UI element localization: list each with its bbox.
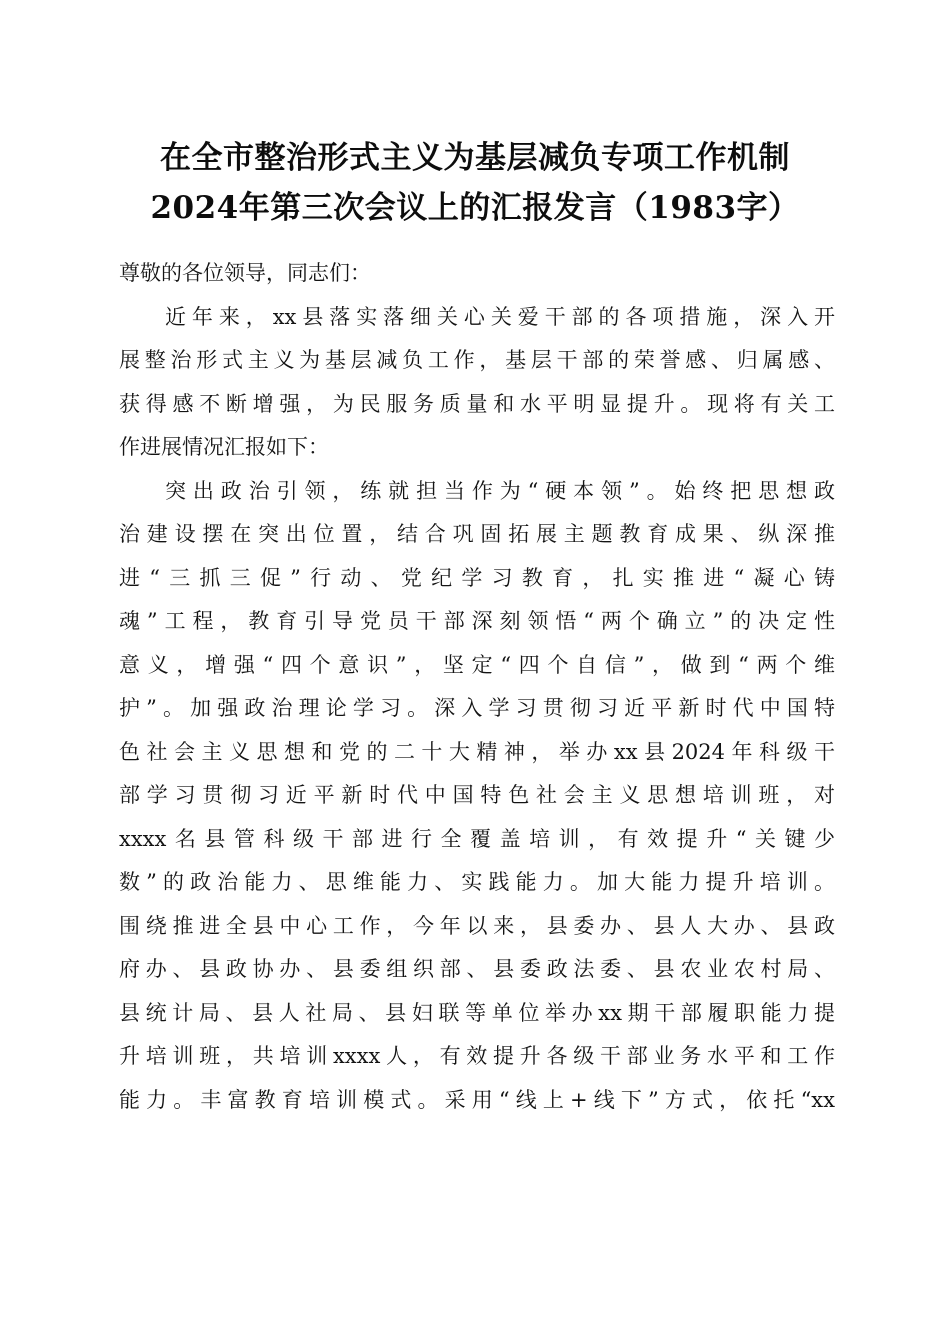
paragraph-2-line: 部学习贯彻习近平新时代中国特色社会主义思想培训班，对 [119, 783, 835, 807]
paragraph-2-line: 色社会主义思想和党的二十大精神，举办xx县2024年科级干 [119, 739, 835, 764]
paragraph-2-line: 突出政治引领，练就担当作为“硬本领”。始终把思想政 [165, 478, 835, 503]
title-line-1: 在全市整治形式主义为基层减负专项工作机制 [160, 140, 790, 176]
paragraph-2-line: 围绕推进全县中心工作，今年以来，县委办、县人大办、县政 [119, 913, 835, 938]
title-line-2: 2024年第三次会议上的汇报发言（1983字） [150, 190, 800, 226]
paragraph-1-line: 近年来，xx县落实落细关心关爱干部的各项措施，深入开 [165, 304, 835, 329]
paragraph-2-line: 意义，增强“四个意识”，坚定“四个自信”，做到“两个维 [119, 652, 835, 677]
document-body [119, 252, 835, 1122]
paragraph-2-line: 府办、县政协办、县委组织部、县委政法委、县农业农村局、 [119, 957, 835, 981]
paragraph-1-line: 展整治形式主义为基层减负工作，基层干部的荣誉感、归属感、 [119, 348, 835, 372]
paragraph-2-line: 护”。加强政治理论学习。深入学习贯彻习近平新时代中国特 [119, 696, 835, 720]
salutation: 尊敬的各位领导，同志们： [119, 261, 371, 285]
paragraph-2-line: 魂”工程，教育引导党员干部深刻领悟“两个确立”的决定性 [119, 609, 835, 633]
paragraph-2-line: xxxx名县管科级干部进行全覆盖培训，有效提升“关键少 [119, 826, 835, 851]
paragraph-2-line: 进“三抓三促”行动、党纪学习教育，扎实推进“凝心铸 [119, 565, 835, 590]
paragraph-1-line: 获得感不断增强，为民服务质量和水平明显提升。现将有关工 [119, 391, 835, 416]
paragraph-2-line: 升培训班，共培训xxxx人，有效提升各级干部业务水平和工作 [119, 1044, 835, 1068]
document-title [100, 133, 850, 233]
paragraph-2-line: 能力。丰富教育培训模式。采用“线上+线下”方式，依托“xx [119, 1087, 835, 1112]
paragraph-2-line: 县统计局、县人社局、县妇联等单位举办xx期干部履职能力提 [119, 1000, 835, 1025]
paragraph-1-line: 作进展情况汇报如下： [119, 435, 329, 459]
paragraph-2-line: 治建设摆在突出位置，结合巩固拓展主题教育成果、纵深推 [119, 522, 835, 546]
paragraph-2-line: 数”的政治能力、思维能力、实践能力。加大能力提升培训。 [119, 870, 835, 894]
